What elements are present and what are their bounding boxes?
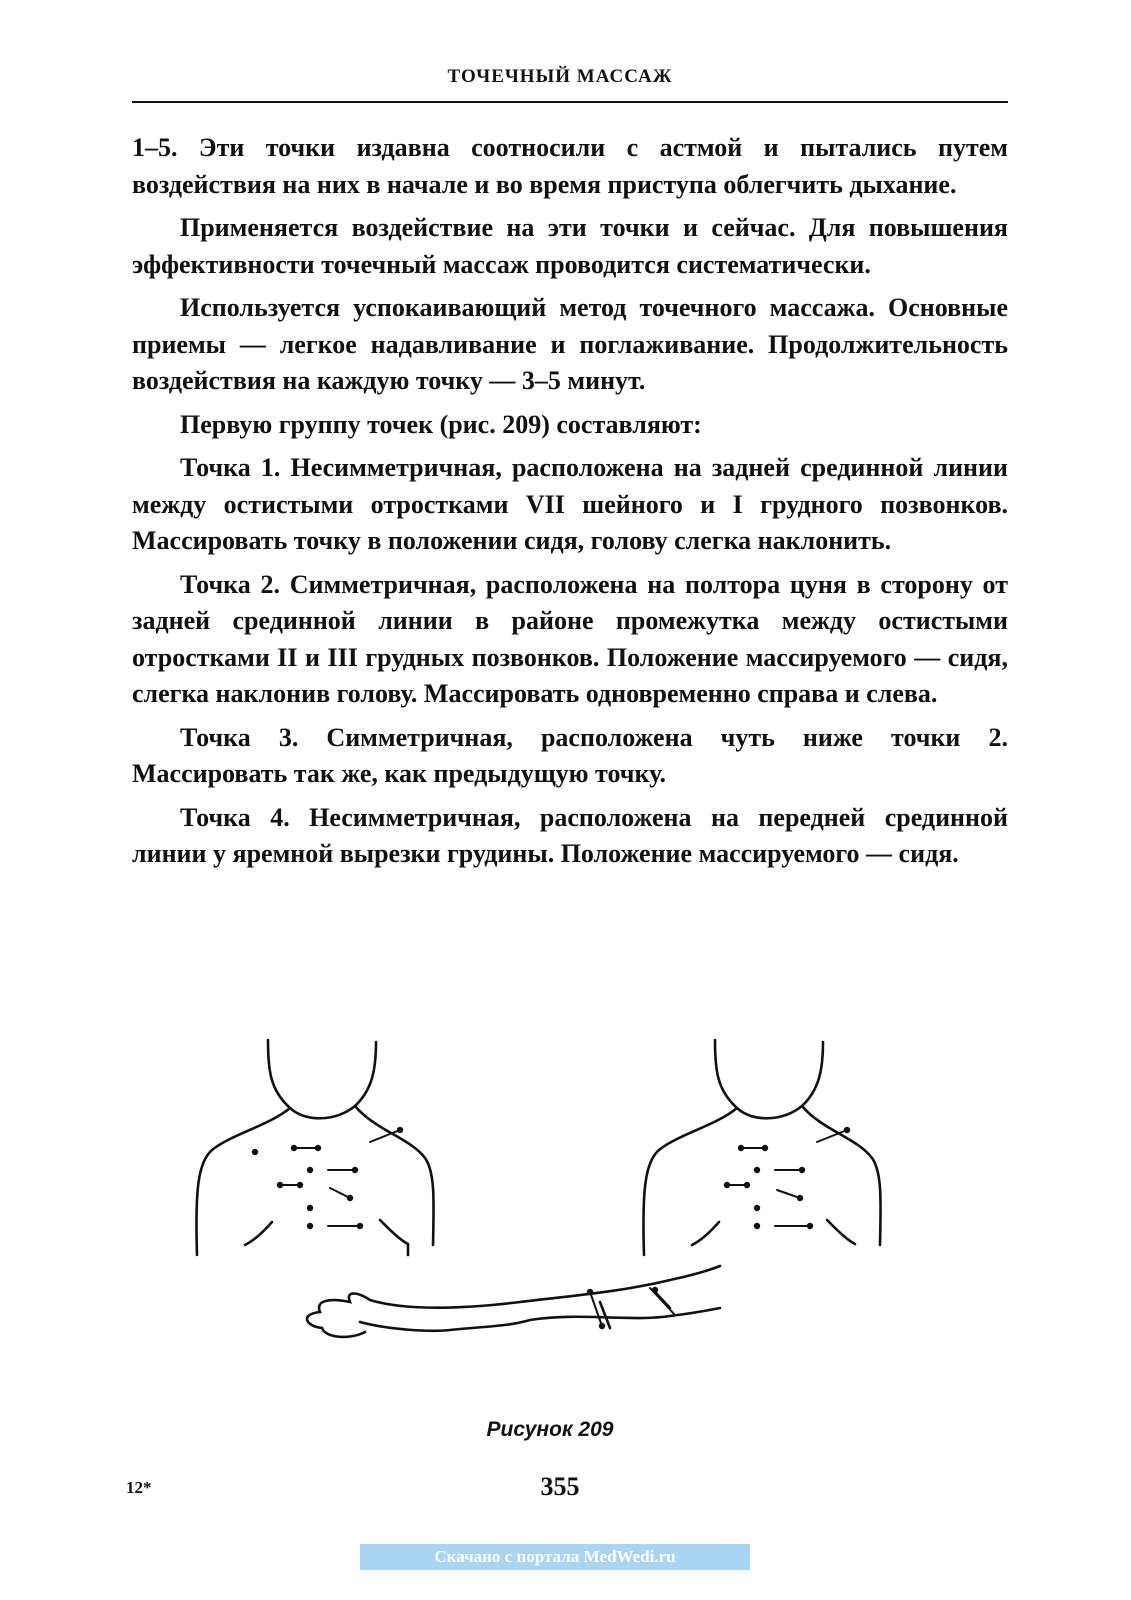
paragraph-intro: 1–5. Эти точки издавна соотносили с астмой и пытались путем воздействия на них в начале и во время приступа облегчить дыхание. [132,133,1008,199]
running-title: ТОЧЕЧНЫЙ МАССАЖ [447,66,673,87]
paragraph-point-3: Точка 3. Симметричная, расположена чуть ниже точки 2. Массировать так же, как предыдущую точку. [132,722,1008,788]
paragraph-point-4: Точка 4. Несимметричная, расположена на передней срединной линии у яремной вырезки грудины. Положение массируемого — сидя. [132,802,1008,868]
massage-points-drawing [150,1030,990,1410]
paragraph-method: Используется успокаивающий метод точечного массажа. Основные приемы — легкое надавливание и поглаживание. Продолжительность воздействия на каждую точку — 3–5 минут. [132,293,1008,395]
paragraph-application: Применяется воздействие на эти точки и сейчас. Для повышения эффективности точечный массаж проводится систематически. [132,213,1008,279]
paragraph-point-1: Точка 1. Несимметричная, расположена на задней срединной линии между остистыми отростками VII шейного и I грудного позвонков. Массировать точку в положении сидя, голову слегка наклонить. [132,453,1008,555]
body-text [132,130,1008,873]
left-torso-points [280,1130,400,1226]
arm-outline [307,1266,720,1337]
download-watermark: Скачано с портала MedWedi.ru [360,1544,750,1570]
right-torso-points [727,1130,847,1226]
figure-209-illustration [150,1030,990,1410]
header-rule [132,101,1008,103]
signature-mark: 12* [126,1478,152,1497]
paragraph-point-2: Точка 2. Симметричная, расположена на полтора цуня в сторону от задней срединной линии в районе промежутка между остистыми отростками II и III грудных позвонков. Положение массируемого — сидя, слегка наклонив голову. Массировать одновременно справа и слева. [132,569,1008,708]
figure-caption: Рисунок 209 [486,1418,614,1441]
page-number: 355 [540,1472,580,1501]
paragraph-first-group: Первую группу точек (рис. 209) составляют: [180,409,702,439]
